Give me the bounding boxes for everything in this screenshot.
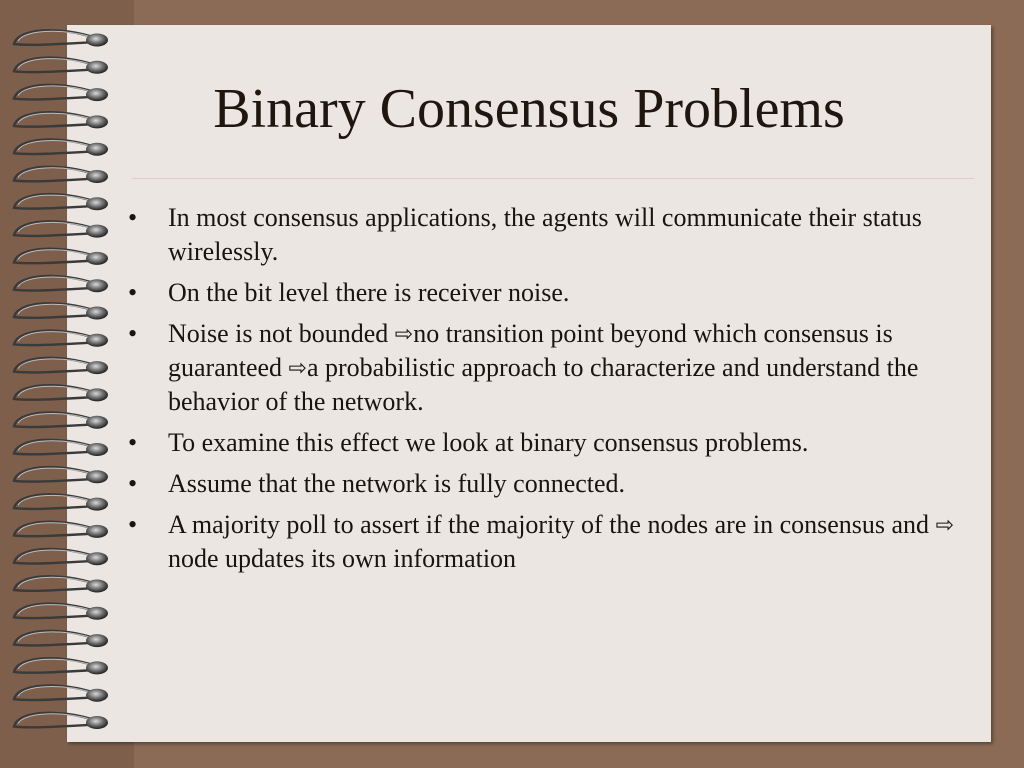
spiral-wire — [14, 303, 96, 318]
bullet-item — [128, 508, 958, 576]
spiral-wire — [14, 385, 96, 400]
bullet-item — [128, 467, 958, 501]
bullet-dot: • — [128, 278, 138, 307]
bullet-text: On the bit level there is receiver noise. — [168, 278, 570, 307]
spiral-wire — [14, 440, 96, 455]
spiral-ring — [86, 661, 108, 674]
spiral-ring — [86, 552, 108, 565]
spiral-ring — [86, 307, 108, 320]
spiral-ring — [86, 689, 108, 702]
right-arrow-icon: ⇨ — [288, 355, 307, 380]
spiral-wire — [14, 358, 96, 373]
spiral-ring — [86, 580, 108, 593]
spiral-wire — [14, 522, 96, 537]
spiral-ring — [86, 252, 108, 265]
bullet-item — [128, 317, 958, 419]
title-divider — [132, 178, 974, 179]
spiral-ring — [86, 388, 108, 401]
bullet-text: A majority poll to assert if the majority of the nodes are in consensus and — [168, 510, 936, 539]
spiral-ring — [86, 170, 108, 183]
bullet-text: Noise is not bounded — [168, 319, 395, 348]
spiral-ring — [86, 279, 108, 292]
bullet-text: Assume that the network is fully connected. — [168, 469, 626, 498]
spiral-wire — [14, 194, 96, 209]
spiral-ring — [86, 61, 108, 74]
spiral-wire — [14, 576, 96, 591]
bullet-text: a probabilistic approach to characterize and understand the behavior of the network. — [168, 353, 919, 416]
spiral-ring — [86, 498, 108, 511]
spiral-wire — [14, 631, 96, 646]
bullet-list — [128, 201, 958, 583]
spiral-wire — [14, 167, 96, 182]
spiral-wire — [14, 30, 96, 45]
spiral-ring — [86, 225, 108, 238]
spiral-ring — [86, 334, 108, 347]
bullet-dot: • — [128, 510, 138, 539]
spiral-wire — [14, 604, 96, 619]
spiral-ring — [86, 634, 108, 647]
spiral-ring — [86, 143, 108, 156]
spiral-ring — [86, 361, 108, 374]
spiral-wire — [14, 249, 96, 264]
bullet-dot: • — [128, 203, 138, 232]
spiral-ring — [86, 197, 108, 210]
spiral-wire — [14, 658, 96, 673]
bullet-text: In most consensus applications, the agents will communicate their status wirelessly. — [168, 203, 922, 266]
spiral-wire — [14, 331, 96, 346]
bullet-text: no transition point beyond which consensus is guaranteed — [168, 319, 893, 382]
bullet-dot: • — [128, 319, 138, 348]
spiral-ring — [86, 716, 108, 729]
spiral-ring — [86, 443, 108, 456]
slide-title: Binary Consensus Problems — [213, 78, 845, 140]
bullet-item — [128, 201, 958, 269]
bullet-text: node updates its own information — [168, 544, 517, 573]
bullet-item — [128, 276, 958, 310]
spiral-ring — [86, 607, 108, 620]
spiral-wire — [14, 221, 96, 236]
right-arrow-icon: ⇨ — [935, 512, 954, 537]
spiral-ring — [86, 34, 108, 47]
bullet-dot: • — [128, 469, 138, 498]
spiral-ring — [86, 525, 108, 538]
spiral-wire — [14, 685, 96, 700]
bullet-item — [128, 426, 958, 460]
spiral-ring — [86, 416, 108, 429]
spiral-ring — [86, 470, 108, 483]
right-arrow-icon: ⇨ — [394, 321, 414, 346]
spiral-wire — [14, 467, 96, 482]
spiral-wire — [14, 412, 96, 427]
spiral-wire — [14, 713, 96, 728]
spiral-wire — [14, 58, 96, 73]
bullet-dot: • — [128, 428, 138, 457]
bullet-text: To examine this effect we look at binary consensus problems. — [168, 428, 809, 457]
spiral-wire — [14, 276, 96, 291]
spiral-wire — [14, 494, 96, 509]
spiral-wire — [14, 549, 96, 564]
